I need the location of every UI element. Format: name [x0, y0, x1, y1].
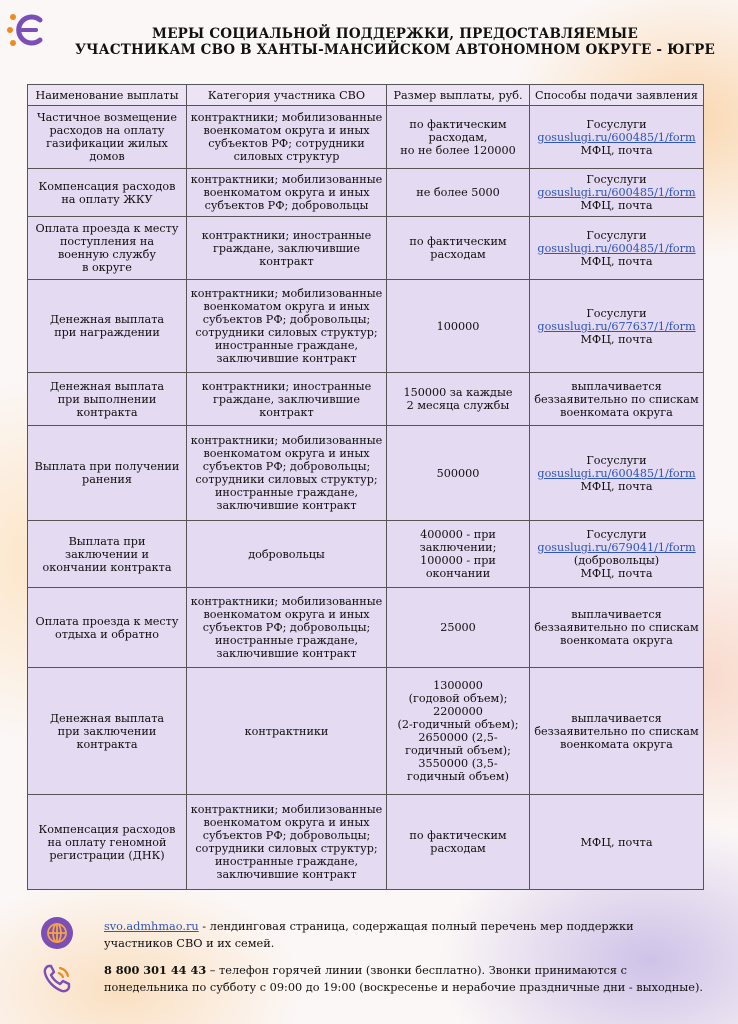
method-label: Госуслуги	[586, 173, 647, 186]
application-method: выплачивается беззаявительно по спискам военкомата округа	[530, 373, 704, 426]
table-row	[28, 280, 704, 373]
participant-category: контрактники	[187, 668, 387, 795]
title-line-2: УЧАСТНИКАМ СВО В ХАНТЫ-МАНСИЙСКОМ АВТОНОМНОМ ОКРУГЕ - ЮГРЕ	[74, 42, 716, 58]
footer-phone-text	[104, 962, 704, 996]
application-method	[530, 426, 704, 521]
title-line-1: МЕРЫ СОЦИАЛЬНОЙ ПОДДЕРЖКИ, ПРЕДОСТАВЛЯЕМЫЕ	[152, 26, 638, 42]
payment-name: Оплата проезда к месту поступления на военную службу в округе	[28, 217, 187, 280]
payment-name: Оплата проезда к месту отдыха и обратно	[28, 588, 187, 668]
participant-category: контрактники; иностранные граждане, заключившие контракт	[187, 217, 387, 280]
column-header-category: Категория участника СВО	[187, 85, 387, 106]
method-label: Госуслуги	[586, 528, 647, 541]
payment-name: Компенсация расходов на оплату ЖКУ	[28, 169, 187, 217]
table-row	[28, 217, 704, 280]
table-row	[28, 795, 704, 890]
site-description: - лендинговая страница, содержащая полный перечень мер поддержки участников СВО и их семей.	[104, 920, 634, 950]
payment-name: Выплата при заключении и окончании контракта	[28, 521, 187, 588]
payment-amount: 400000 - при заключении; 100000 - при окончании	[387, 521, 530, 588]
table-row	[28, 426, 704, 521]
application-method	[530, 169, 704, 217]
table-row	[28, 668, 704, 795]
application-method: выплачивается беззаявительно по спискам военкомата округа	[530, 668, 704, 795]
gosuslugi-link[interactable]: gosuslugi.ru/600485/1/form	[537, 130, 696, 144]
application-method	[530, 106, 704, 169]
payment-amount: 100000	[387, 280, 530, 373]
method-alt: МФЦ, почта	[580, 143, 653, 157]
globe-icon	[40, 916, 74, 950]
method-alt: МФЦ, почта	[580, 332, 653, 346]
table-row	[28, 106, 704, 169]
gosuslugi-link[interactable]: gosuslugi.ru/600485/1/form	[537, 466, 696, 480]
gosuslugi-link[interactable]: gosuslugi.ru/600485/1/form	[537, 186, 696, 199]
payment-amount: по фактическим расходам, но не более 120000	[387, 106, 530, 169]
method-label: Госуслуги	[586, 228, 647, 242]
payment-name: Денежная выплата при заключении контракта	[28, 668, 187, 795]
method-label: Госуслуги	[586, 453, 647, 467]
site-link[interactable]: svo.admhmao.ru	[104, 920, 199, 933]
column-header-name: Наименование выплаты	[28, 85, 187, 106]
participant-category: контрактники; иностранные граждане, заключившие контракт	[187, 373, 387, 426]
payment-amount: по фактическим расходам	[387, 217, 530, 280]
method-label: Госуслуги	[586, 306, 647, 320]
payment-amount: по фактическим расходам	[387, 795, 530, 890]
method-alt: (добровольцы) МФЦ, почта	[573, 554, 660, 580]
participant-category: добровольцы	[187, 521, 387, 588]
payment-amount: не более 5000	[387, 169, 530, 217]
page-title	[60, 26, 730, 58]
gosuslugi-link[interactable]: gosuslugi.ru/679041/1/form	[537, 541, 696, 554]
column-header-method: Способы подачи заявления	[530, 85, 704, 106]
application-method	[530, 521, 704, 588]
table-row	[28, 169, 704, 217]
application-method	[530, 217, 704, 280]
participant-category: контрактники; мобилизованные военкоматом округа и иных субъектов РФ; добровольцы	[187, 169, 387, 217]
payment-name: Выплата при получении ранения	[28, 426, 187, 521]
application-method: МФЦ, почта	[530, 795, 704, 890]
participant-category: контрактники; мобилизованные военкоматом округа и иных субъектов РФ; добровольцы; сотрудники силовых структур; иностранные граждане, заключившие контракт	[187, 280, 387, 373]
phone-icon	[40, 962, 74, 996]
table-row	[28, 588, 704, 668]
payment-amount: 150000 за каждые 2 месяца службы	[387, 373, 530, 426]
table-row	[28, 373, 704, 426]
participant-category: контрактники; мобилизованные военкоматом округа и иных субъектов РФ; сотрудники силовых структур	[187, 106, 387, 169]
payment-name: Денежная выплата при выполнении контракта	[28, 373, 187, 426]
method-alt: МФЦ, почта	[580, 254, 653, 268]
table-row	[28, 521, 704, 588]
hotline-description: – телефон горячей линии (звонки бесплатно). Звонки принимаются с понедельника по субботу с 09:00 до 19:00 (воскресенье и нерабочие праздничные дни - выходные).	[104, 964, 703, 994]
application-method: выплачивается беззаявительно по спискам военкомата округа	[530, 588, 704, 668]
method-label: Госуслуги	[586, 117, 647, 131]
gosuslugi-link[interactable]: gosuslugi.ru/677637/1/form	[537, 319, 696, 333]
payment-amount: 1300000 (годовой объем); 2200000 (2-годичный объем); 2650000 (2,5- годичный объем); 3550000 (3,5- годичный объем)	[387, 668, 530, 795]
payment-amount: 500000	[387, 426, 530, 521]
table-header-row	[28, 85, 704, 106]
method-alt: МФЦ, почта	[580, 479, 653, 493]
payment-name: Частичное возмещение расходов на оплату газификации жилых домов	[28, 106, 187, 169]
payment-name: Денежная выплата при награждении	[28, 280, 187, 373]
method-alt: МФЦ, почта	[580, 199, 653, 212]
payment-amount: 25000	[387, 588, 530, 668]
payment-name: Компенсация расходов на оплату геномной регистрации (ДНК)	[28, 795, 187, 890]
support-measures-table	[27, 84, 704, 890]
participant-category: контрактники; мобилизованные военкоматом округа и иных субъектов РФ; добровольцы; сотрудники силовых структур; иностранные граждане, заключившие контракт	[187, 795, 387, 890]
logo-icon	[6, 8, 50, 52]
application-method	[530, 280, 704, 373]
gosuslugi-link[interactable]: gosuslugi.ru/600485/1/form	[537, 241, 696, 255]
participant-category: контрактники; мобилизованные военкоматом округа и иных субъектов РФ; добровольцы; сотрудники силовых структур; иностранные граждане, заключившие контракт	[187, 426, 387, 521]
hotline-phone[interactable]: 8 800 301 44 43	[104, 963, 207, 977]
column-header-amount: Размер выплаты, руб.	[387, 85, 530, 106]
footer-site-text	[104, 918, 704, 952]
participant-category: контрактники; мобилизованные военкоматом округа и иных субъектов РФ; добровольцы; иностранные граждане, заключившие контракт	[187, 588, 387, 668]
